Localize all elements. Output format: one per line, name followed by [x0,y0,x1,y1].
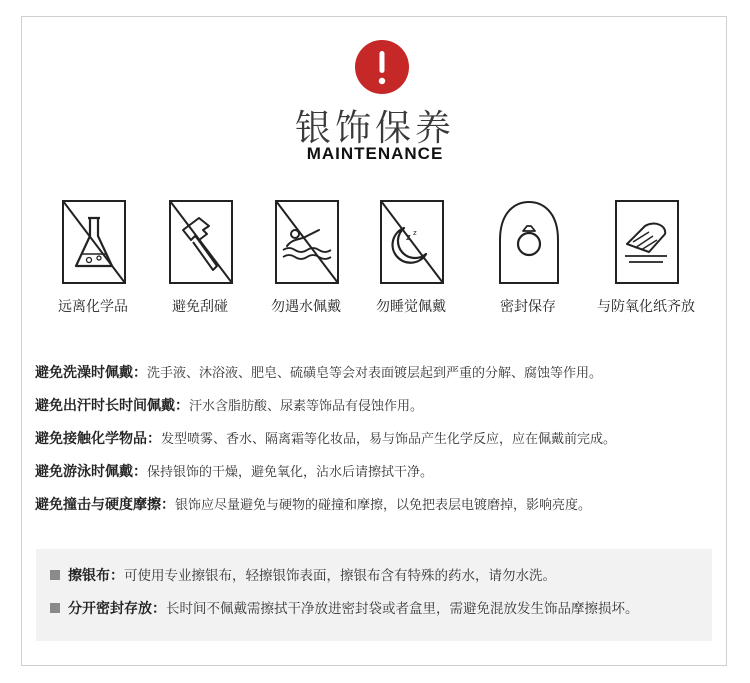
tip-key: 避免洗澡时佩戴： [35,365,147,381]
swimmer-icon [275,200,337,282]
icon-item-sleep [351,200,471,316]
sleep-moon-icon [380,200,442,282]
hammer-icon [169,200,231,282]
tip-value: 保持银饰的干燥，避免氧化，沾水后请擦拭干净。 [147,465,434,480]
icon-item-sealed [468,200,588,316]
care-key: 分开密封存放： [68,601,166,617]
care-item-storage [50,597,639,621]
tip-key: 避免接触化学物品： [35,431,161,447]
tip-value: 发型喷雾、香水、隔离霜等化妆品，易与饰品产生化学反应，应在佩戴前完成。 [161,432,617,447]
tip-item [35,362,725,395]
warning-icon [355,40,409,94]
bullet-square-icon [50,603,60,613]
care-value: 长时间不佩戴需擦拭干净放进密封袋或者盒里，需避免混放发生饰品摩擦损坏。 [166,601,639,617]
tip-value: 汗水含脂肪酸、尿素等饰品有侵蚀作用。 [189,399,424,414]
page-title-cn: 银饰保养 [294,108,455,149]
tip-value: 银饰应尽量避免与硬物的碰撞和摩擦，以免把表层电镀磨掉，影响亮度。 [175,498,592,513]
tip-key: 避免游泳时佩戴： [35,464,147,480]
care-key: 擦银布： [68,568,124,584]
tip-item [35,461,725,494]
care-box [36,549,712,641]
icon-label: 勿遇水佩戴 [271,299,341,315]
icon-label: 避免刮碰 [172,299,228,315]
icon-row [0,196,750,326]
tip-item [35,428,725,461]
chemistry-flask-icon [62,200,124,282]
icon-label: 远离化学品 [58,299,128,315]
icon-item-scratch [140,200,260,316]
tips-list [35,362,725,527]
page-title-en: MAINTENANCE [306,144,444,163]
tip-item [35,395,725,428]
svg-text:z: z [413,229,417,237]
icon-item-chemicals [33,200,153,316]
polishing-cloth-icon [615,200,677,282]
icon-item-water [246,200,366,316]
care-item-cloth [50,564,556,588]
care-value: 可使用专业擦银布，轻擦银饰表面，擦银布含有特殊的药水，请勿水洗。 [124,568,556,584]
tip-item [35,494,725,527]
tip-value: 洗手液、沐浴液、肥皂、硫磺皂等会对表面镀层起到严重的分解、腐蚀等作用。 [147,366,603,381]
icon-label: 密封保存 [500,299,556,315]
icon-label: 与防氧化纸齐放 [597,299,695,315]
sealed-ring-icon [497,200,559,282]
tip-key: 避免撞击与硬度摩擦： [35,497,175,513]
svg-text:z: z [406,233,411,243]
tip-key: 避免出汗时长时间佩戴： [35,398,189,414]
bullet-square-icon [50,570,60,580]
icon-label: 勿睡觉佩戴 [376,299,446,315]
icon-item-anti-oxidation [586,200,706,316]
